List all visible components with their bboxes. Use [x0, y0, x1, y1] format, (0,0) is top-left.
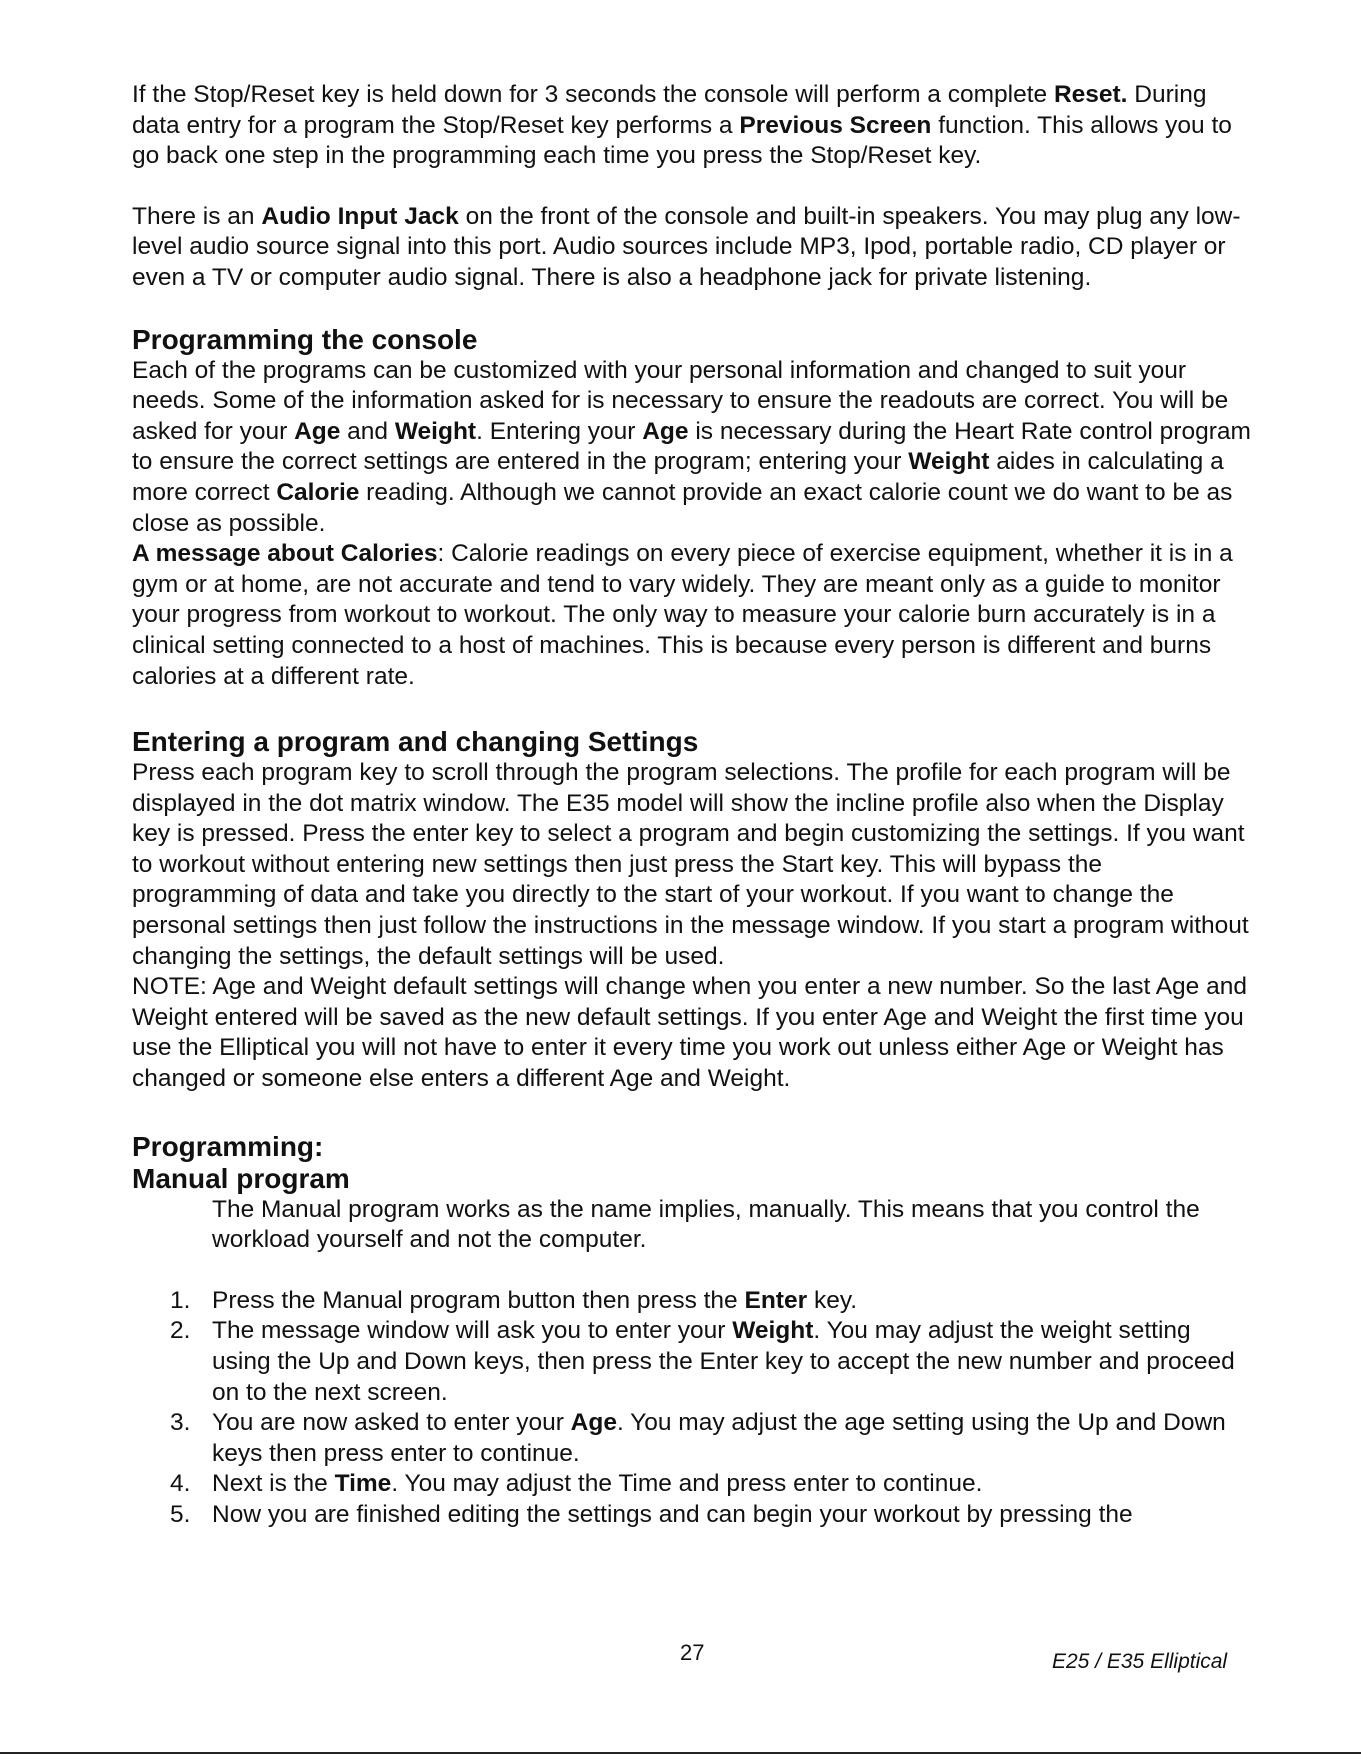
text-run: and — [340, 417, 395, 445]
bold-audio-input-jack: Audio Input Jack — [261, 202, 459, 230]
bold-reset: Reset. — [1053, 81, 1128, 108]
paragraph-entering-program: Press each program key to scroll through the program selections. The profile for each program will be displayed in the dot matrix window. The E35 model will show the incline profile also when the Display key is pressed. Press the enter key to select a program and begin customizing the settings. If you want to workout without entering new settings then just press the Start key. This will bypass the programming of data and take you directly to the start of your workout. If you want to change the personal settings then just follow the instructions in the message window. If you start a program without changing the settings, the default settings will be used. — [132, 759, 1249, 970]
paragraph-calorie-message — [132, 539, 1252, 692]
text-run: reading. Although we cannot provide an exact calorie count we do want to be as close as possible. — [132, 478, 1233, 537]
bold-calorie: Calorie — [276, 478, 360, 506]
manual-steps-list — [132, 1286, 1252, 1531]
list-item — [132, 1500, 1252, 1531]
text-run: aides in calculating a more correct — [132, 448, 1224, 506]
text-run: . You may adjust the weight setting using the Up and Down keys, then press the Enter key to accept the new number and proceed on to the next screen. — [212, 1317, 1235, 1406]
bold-term: Weight — [732, 1317, 814, 1345]
bold-term: Time — [334, 1470, 392, 1498]
step-number: 5. — [170, 1500, 191, 1528]
step-number: 4. — [170, 1470, 191, 1498]
bold-previous-screen: Previous Screen — [739, 111, 932, 139]
heading-programming-console: Programming the console — [132, 323, 478, 355]
bold-age: Age — [294, 417, 341, 445]
text-run: is necessary during the Heart Rate control program to ensure the correct settings are entered in the program; entering your — [132, 417, 1251, 476]
text-run: Now you are finished editing the settings and can begin your workout by pressing the — [212, 1500, 1133, 1528]
text-run: . You may adjust the Time and press enter to continue. — [391, 1470, 983, 1498]
step-number: 1. — [170, 1286, 191, 1314]
step-number: 2. — [170, 1317, 191, 1345]
text-run: During data entry for a program the Stop/Reset key performs a — [132, 81, 1207, 139]
step-number: 3. — [170, 1409, 191, 1437]
text-run: Next is the — [212, 1470, 335, 1498]
list-item — [132, 1408, 1252, 1469]
text-run: If the Stop/Reset key is held down for 3 seconds the console will perform a complete — [132, 81, 1054, 108]
text-run: function. This allows you to go back one step in the programming each time you press the Stop/Reset key. — [132, 111, 1232, 170]
text-run: . Entering your — [476, 417, 643, 445]
paragraph-programming-console — [132, 356, 1252, 540]
document-title-footer: E25 / E35 Elliptical — [1052, 1650, 1228, 1673]
list-item — [132, 1469, 1252, 1500]
text-run: There is an — [132, 202, 262, 230]
list-item — [132, 1286, 1252, 1317]
text-run: You are now asked to enter your — [212, 1409, 571, 1437]
paragraph-note: NOTE: Age and Weight default settings will change when you enter a new number. So the last Age and Weight entered will be saved as the new default settings. If you enter Age and Weight the first time you use the Elliptical you will not have to enter it every time you work out unless either Age or Weight has changed or someone else enters a different Age and Weight. — [132, 973, 1247, 1093]
paragraph-reset — [132, 80, 1252, 172]
bold-weight: Weight — [394, 417, 477, 445]
bold-term: Age — [570, 1409, 617, 1437]
heading-programming: Programming: — [132, 1130, 324, 1162]
bold-weight: Weight — [908, 448, 990, 476]
text-run: Each of the programs can be customized with your personal information and changed to suit your needs. Some of the information asked for is necessary to ensure the readouts are correct. You will be asked for your — [132, 356, 1229, 445]
bold-term: Enter — [744, 1286, 808, 1314]
page-bottom-rule — [0, 1752, 1361, 1754]
page-number: 27 — [680, 1640, 705, 1665]
bold-age: Age — [642, 417, 689, 445]
heading-manual-program: Manual program — [132, 1162, 350, 1194]
text-run: key. — [807, 1286, 858, 1314]
list-item — [132, 1316, 1252, 1408]
paragraph-manual-intro: The Manual program works as the name implies, manually. This means that you control the workload yourself and not the computer. — [212, 1195, 1200, 1254]
text-run: The message window will ask you to enter your — [212, 1317, 733, 1345]
text-run: : Calorie readings on every piece of exercise equipment, whether it is in a gym or at home, are not accurate and tend to vary widely. They are meant only as a guide to monitor your progress from workout to workout. The only way to measure your calorie burn accurately is in a clinical setting connected to a host of machines. This is because every person is different and burns calories at a different rate. — [132, 540, 1233, 690]
text-run: . You may adjust the age setting using the Up and Down keys then press enter to continue. — [212, 1409, 1226, 1467]
text-run: Press the Manual program button then press the — [212, 1286, 745, 1314]
bold-message-about-calories: A message about Calories — [132, 540, 438, 568]
paragraph-audio — [132, 202, 1252, 294]
text-run: on the front of the console and built-in speakers. You may plug any low-level audio source signal into this port. Audio sources include MP3, Ipod, portable radio, CD player or even a TV or computer audio signal. There is also a headphone jack for private listening. — [132, 202, 1241, 291]
document-page — [132, 80, 1252, 1531]
heading-entering-program: Entering a program and changing Settings — [132, 726, 699, 758]
